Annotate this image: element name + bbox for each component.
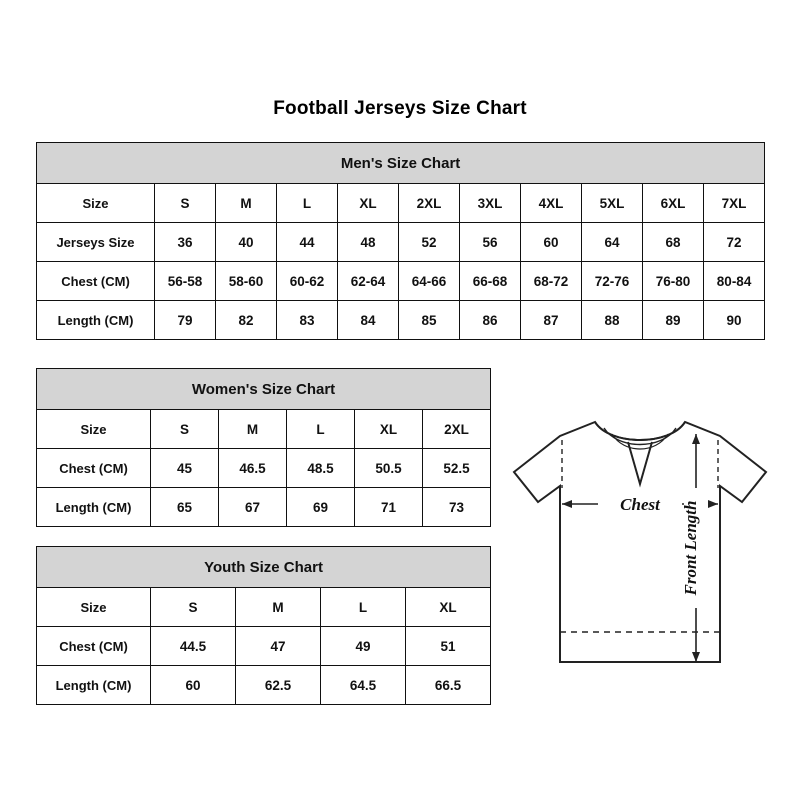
cell: 87 [521, 301, 582, 340]
cell: 71 [355, 488, 423, 527]
cell: 90 [704, 301, 765, 340]
table-row [37, 301, 765, 340]
cell: 3XL [460, 184, 521, 223]
cell: 60-62 [277, 262, 338, 301]
cell: 52.5 [423, 449, 491, 488]
cell: L [321, 588, 406, 627]
cell: M [236, 588, 321, 627]
table-banner-row [37, 143, 765, 184]
cell: 64 [582, 223, 643, 262]
mens-size-chart-table [36, 142, 765, 340]
youth-size-chart-table [36, 546, 491, 705]
cell: 51 [406, 627, 491, 666]
cell: 49 [321, 627, 406, 666]
table-row [37, 223, 765, 262]
cell: 76-80 [643, 262, 704, 301]
cell: 79 [155, 301, 216, 340]
page-title: Football Jerseys Size Chart [273, 98, 527, 119]
cell: 44 [277, 223, 338, 262]
row-label: Length (CM) [37, 301, 155, 340]
cell: 68-72 [521, 262, 582, 301]
cell: 47 [236, 627, 321, 666]
table-banner-row [37, 547, 491, 588]
mens-banner: Men's Size Chart [37, 143, 765, 184]
cell: 44.5 [151, 627, 236, 666]
cell: 40 [216, 223, 277, 262]
row-label: Length (CM) [37, 488, 151, 527]
cell: 2XL [399, 184, 460, 223]
table-banner-row [37, 369, 491, 410]
tshirt-measurement-diagram [500, 400, 780, 700]
cell: 45 [151, 449, 219, 488]
cell: 69 [287, 488, 355, 527]
table-row [37, 627, 491, 666]
cell: 58-60 [216, 262, 277, 301]
youth-banner: Youth Size Chart [37, 547, 491, 588]
cell: M [216, 184, 277, 223]
cell: 60 [151, 666, 236, 705]
cell: XL [338, 184, 399, 223]
cell: 5XL [582, 184, 643, 223]
table-row [37, 666, 491, 705]
cell: 88 [582, 301, 643, 340]
cell: 4XL [521, 184, 582, 223]
row-label: Jerseys Size [37, 223, 155, 262]
cell: 66.5 [406, 666, 491, 705]
row-label: Chest (CM) [37, 262, 155, 301]
cell: 48 [338, 223, 399, 262]
cell: 66-68 [460, 262, 521, 301]
cell: 50.5 [355, 449, 423, 488]
cell: 73 [423, 488, 491, 527]
cell: 84 [338, 301, 399, 340]
cell: 82 [216, 301, 277, 340]
cell: 72-76 [582, 262, 643, 301]
row-label: Size [37, 184, 155, 223]
cell: S [151, 410, 219, 449]
table-row [37, 449, 491, 488]
table-row [37, 410, 491, 449]
cell: 67 [219, 488, 287, 527]
cell: L [287, 410, 355, 449]
womens-banner: Women's Size Chart [37, 369, 491, 410]
cell: 83 [277, 301, 338, 340]
cell: L [277, 184, 338, 223]
cell: 80-84 [704, 262, 765, 301]
row-label: Chest (CM) [37, 449, 151, 488]
table-row [37, 262, 765, 301]
tshirt-outline-icon [500, 400, 780, 700]
cell: 62.5 [236, 666, 321, 705]
table-row [37, 488, 491, 527]
chest-label: Chest [620, 495, 660, 514]
front-length-label: Front Length [681, 500, 700, 596]
shirt-body-path [514, 422, 766, 662]
cell: 6XL [643, 184, 704, 223]
row-label: Chest (CM) [37, 627, 151, 666]
cell: 56-58 [155, 262, 216, 301]
cell: 2XL [423, 410, 491, 449]
cell: 62-64 [338, 262, 399, 301]
table-row [37, 184, 765, 223]
cell: 36 [155, 223, 216, 262]
cell: 52 [399, 223, 460, 262]
cell: 60 [521, 223, 582, 262]
cell: M [219, 410, 287, 449]
row-label: Size [37, 588, 151, 627]
cell: XL [355, 410, 423, 449]
cell: 65 [151, 488, 219, 527]
row-label: Length (CM) [37, 666, 151, 705]
cell: 7XL [704, 184, 765, 223]
cell: 46.5 [219, 449, 287, 488]
row-label: Size [37, 410, 151, 449]
cell: 64.5 [321, 666, 406, 705]
cell: 48.5 [287, 449, 355, 488]
womens-size-chart-table [36, 368, 491, 527]
table-row [37, 588, 491, 627]
cell: 56 [460, 223, 521, 262]
cell: 86 [460, 301, 521, 340]
cell: 68 [643, 223, 704, 262]
cell: S [151, 588, 236, 627]
cell: 85 [399, 301, 460, 340]
cell: S [155, 184, 216, 223]
cell: 89 [643, 301, 704, 340]
cell: 72 [704, 223, 765, 262]
cell: XL [406, 588, 491, 627]
cell: 64-66 [399, 262, 460, 301]
